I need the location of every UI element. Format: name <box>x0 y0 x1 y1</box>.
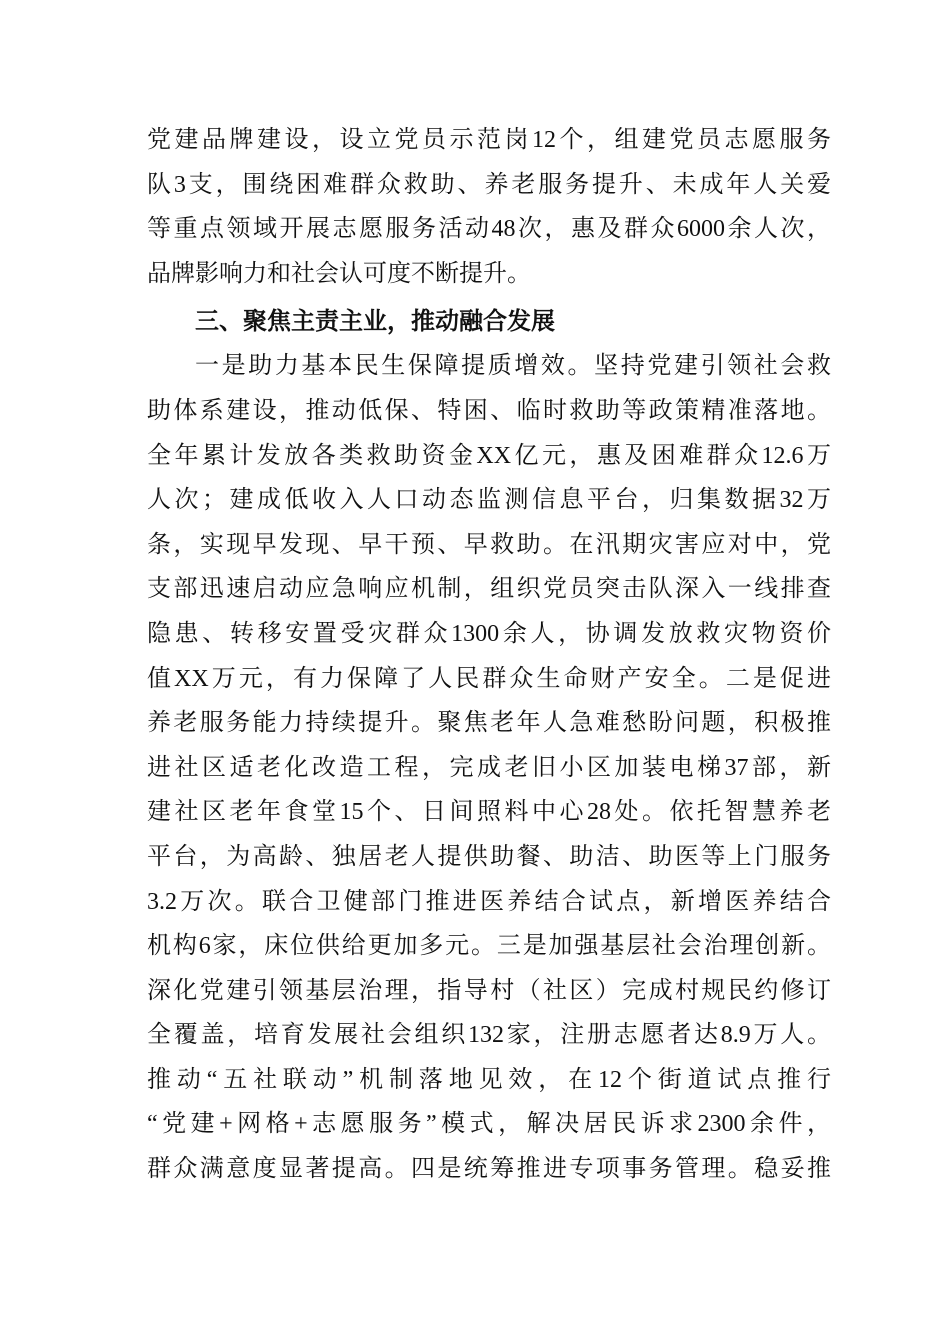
body-paragraph <box>147 344 831 1191</box>
intro-paragraph <box>147 118 831 296</box>
text-line: 进社区适老化改造工程，完成老旧小区加装电梯37部，新 <box>147 754 831 781</box>
text-line: 全年累计发放各类救助资金XX亿元，惠及困难群众12.6万 <box>147 442 831 469</box>
text-line: 隐患、转移安置受灾群众1300余人，协调发放救灾物资价 <box>147 620 831 647</box>
text-line: 支部迅速启动应急响应机制，组织党员突击队深入一线排查 <box>147 576 831 603</box>
text-line: 全覆盖，培育发展社会组织132家，注册志愿者达8.9万人。 <box>147 1022 831 1049</box>
text-line: 等重点领域开展志愿服务活动48次，惠及群众6000余人次， <box>147 216 831 243</box>
text-line: 条，实现早发现、早干预、早救助。在汛期灾害应对中，党 <box>147 531 831 558</box>
text-line: 值XX万元，有力保障了人民群众生命财产安全。二是促进 <box>147 665 831 692</box>
document-page <box>147 118 831 1192</box>
text-line: “党建+网格+志愿服务”模式，解决居民诉求2300余件， <box>147 1111 831 1138</box>
text-line: 3.2万次。联合卫健部门推进医养结合试点，新增医养结合 <box>147 888 831 915</box>
text-line: 队3支，围绕困难群众救助、养老服务提升、未成年人关爱 <box>147 171 831 198</box>
text-line: 群众满意度显著提高。四是统筹推进专项事务管理。稳妥推 <box>147 1156 831 1183</box>
text-line: 养老服务能力持续提升。聚焦老年人急难愁盼问题，积极推 <box>147 710 831 737</box>
text-line: 深化党建引领基层治理，指导村（社区）完成村规民约修订 <box>147 977 831 1004</box>
text-line: 推动“五社联动”机制落地见效，在12个街道试点推行 <box>147 1066 831 1093</box>
text-line: 品牌影响力和社会认可度不断提升。 <box>147 260 531 287</box>
text-line: 人次；建成低收入人口动态监测信息平台，归集数据32万 <box>147 487 831 514</box>
text-line: 党建品牌建设，设立党员示范岗12个，组建党员志愿服务 <box>147 127 831 153</box>
text-line: 助体系建设，推动低保、特困、临时救助等政策精准落地。 <box>147 397 831 424</box>
text-line: 平台，为高龄、独居老人提供助餐、助洁、助医等上门服务 <box>147 843 831 870</box>
text-line: 机构6家，床位供给更加多元。三是加强基层社会治理创新。 <box>147 933 831 960</box>
text-line: 建社区老年食堂15个、日间照料中心28处。依托智慧养老 <box>147 799 831 826</box>
text-line: 一是助力基本民生保障提质增效。坚持党建引领社会救 <box>195 353 831 380</box>
section-heading: 三、聚焦主责主业，推动融合发展 <box>195 308 555 336</box>
